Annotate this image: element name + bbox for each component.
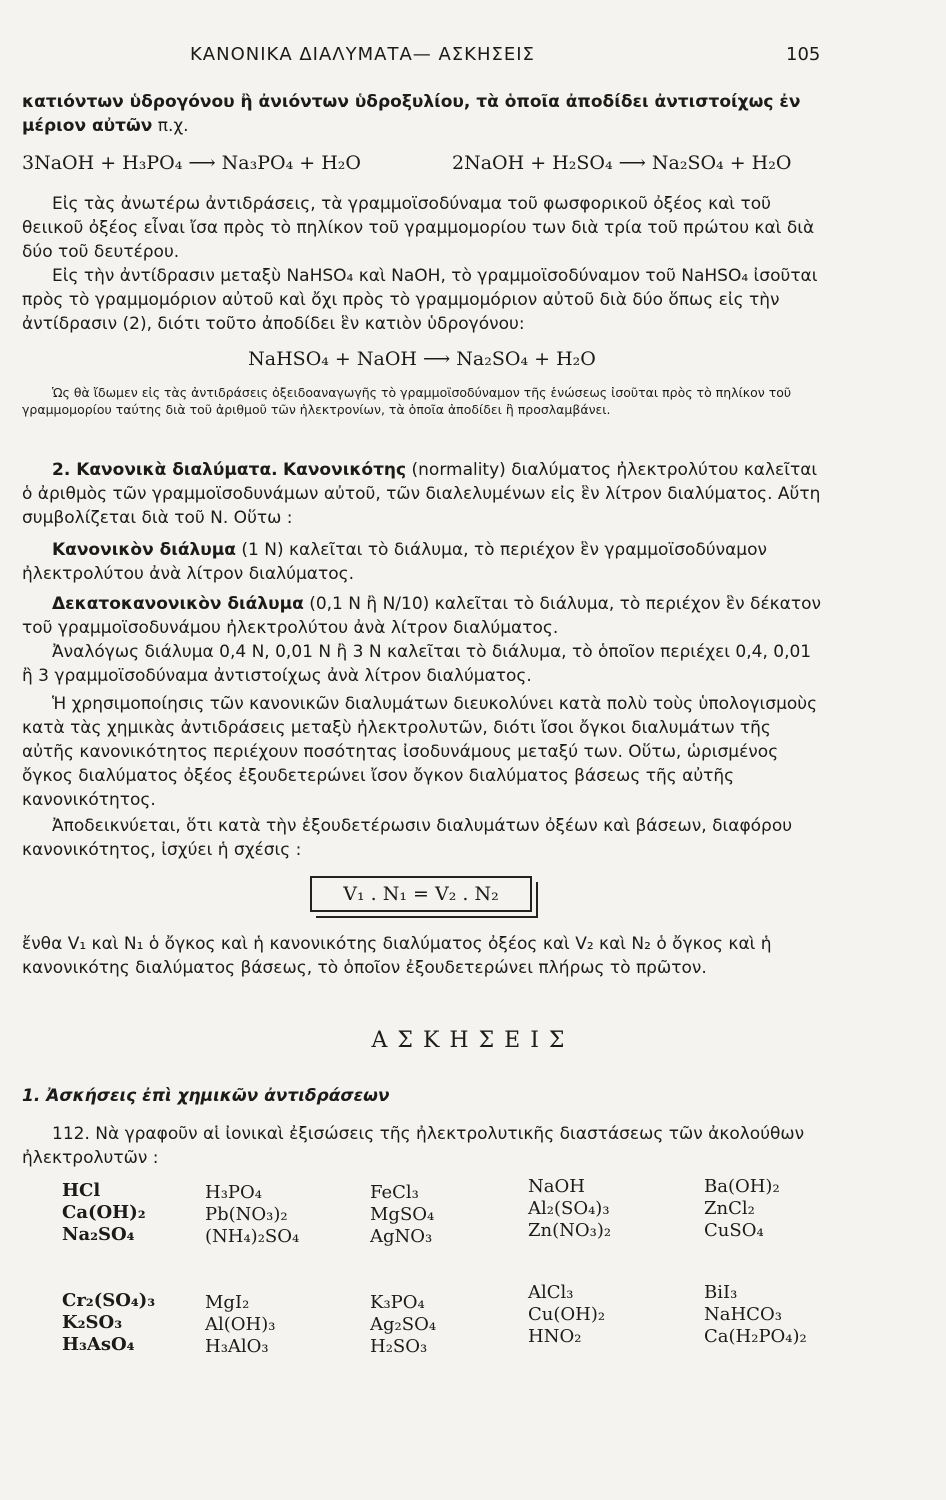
term-normal-solution: Κανονικὸν διάλυμα	[52, 540, 236, 560]
question-112	[22, 1122, 822, 1170]
exercises-subheading-text: 1. Ἀσκήσεις ἐπὶ χημικῶν ἀντιδράσεων	[22, 1086, 390, 1106]
section-normal-solutions	[22, 458, 822, 530]
chem-col-1	[62, 1180, 146, 1246]
chem-formula: AgNO₃	[370, 1226, 433, 1247]
exercises-subheading	[22, 1084, 822, 1108]
chem-formula: BiI₃	[704, 1282, 738, 1303]
intro-paragraph	[22, 90, 822, 138]
chem-formula: Ag₂SO₄	[370, 1314, 437, 1335]
chem-formula: Zn(NO₃)₂	[528, 1220, 612, 1241]
paragraph-proof-text: Ἀποδεικνύεται, ὅτι κατὰ τὴν ἐξουδετέρωσιν διαλυμάτων ὀξέων καὶ βάσεων, διαφόρου κανονικότητος, ἰσχύει ἡ σχέσις :	[22, 816, 793, 860]
chem-col-4	[528, 1176, 611, 1242]
chem-formula: K₃PO₄	[370, 1292, 425, 1313]
intro-bold-line: κατιόντων ὑδρογόνου ἢ ἀνιόντων ὑδροξυλίου, τὰ ὁποῖα ἀποδίδει ἀντιστοίχως ἐν	[22, 92, 801, 112]
chem-formula: H₃PO₄	[205, 1182, 262, 1203]
chem-formula: H₂SO₃	[370, 1336, 428, 1357]
chem-col-2	[205, 1182, 299, 1248]
footnote-redox-text: Ὡς θὰ ἴδωμεν εἰς τὰς ἀντιδράσεις ὀξειδοαναγωγῆς τὸ γραμμοϊσοδύναμον τῆς ἑνώσεως ἰσοῦται πρὸς τὸ πηλίκον τοῦ γραμμομορίου ταύτης διὰ τοῦ ἀριθμοῦ τῶν ἠλεκτρονίων, τὰ ὁποῖα ἀποδίδει ἢ προσλαμβάνει.	[22, 385, 792, 417]
paragraph-normal-solution	[22, 538, 822, 586]
chem-col-2b	[205, 1292, 275, 1358]
page-number: 105	[786, 44, 821, 65]
chem-formula: AlCl₃	[528, 1282, 574, 1303]
chem-formula: HCl	[62, 1180, 101, 1201]
chem-formula: HNO₂	[528, 1326, 582, 1347]
paragraph-nahso4-text: Εἰς τὴν ἀντίδρασιν μεταξὺ NaHSO₄ καὶ NaOH, τὸ γραμμοϊσοδύναμον τοῦ NaHSO₄ ἰσοῦται πρὸς τὸ γραμμομόριον αὐτοῦ καὶ ὄχι πρὸς τὸ γραμμομόριον αὐτοῦ διὰ δύο ὅπως εἰς τὴν ἀντίδρασιν (2), διότι τοῦτο ἀποδίδει ἓν κατιὸν ὑδρογόνου:	[22, 266, 818, 334]
formula-v1n1-v2n2: V₁ . N₁ = V₂ . N₂	[343, 883, 499, 905]
formula-box	[310, 876, 532, 912]
chem-col-1b	[62, 1290, 155, 1356]
question-112-text: 112. Νὰ γραφοῦν αἱ ἰονικαὶ ἐξισώσεις τῆς ἠλεκτρολυτικῆς διαστάσεως τῶν ἀκολούθων ἠλεκτρολυτῶν :	[22, 1124, 805, 1168]
chem-formula: (NH₄)₂SO₄	[205, 1226, 300, 1247]
chem-formula: Ca(OH)₂	[62, 1202, 146, 1223]
chem-formula: FeCl₃	[370, 1182, 419, 1203]
paragraph-analogous-text: Ἀναλόγως διάλυμα 0,4 N, 0,01 N ἢ 3 N καλεῖται τὸ διάλυμα, τὸ ὁποῖον περιέχει 0,4, 0,01 ἢ 3 γραμμοϊσοδύναμα ἀντιστοίχως ἀνὰ λίτρον διαλύματος.	[22, 642, 812, 686]
paragraph-normal-solution-text: (1 N) καλεῖται τὸ διάλυμα, τὸ περιέχον ἓν γραμμοϊσοδύναμον ἠλεκτρολύτου ἀνὰ λίτρον διαλύματος.	[22, 540, 768, 584]
paragraph-equivalents-text: Εἰς τὰς ἀνωτέρω ἀντιδράσεις, τὰ γραμμοϊσοδύναμα τοῦ φωσφορικοῦ ὀξέος καὶ τοῦ θειικοῦ ὀξέος εἶναι ἴσα πρὸς τὸ πηλίκον τοῦ γραμμομορίου των διὰ τρία τοῦ πρώτου καὶ διὰ δύο τοῦ δευτέρου.	[22, 194, 815, 262]
chem-formula: H₃AlO₃	[205, 1336, 269, 1357]
term-normality: Κανονικότης	[283, 460, 407, 480]
paragraph-nahso4	[22, 264, 822, 336]
chem-formula: Al₂(SO₄)₃	[528, 1198, 610, 1219]
paragraph-where-text: ἔνθα V₁ καὶ N₁ ὁ ὄγκος καὶ ἡ κανονικότης διαλύματος ὀξέος καὶ V₂ καὶ N₂ ὁ ὄγκος καὶ ἡ κανονικότης διαλύματος βάσεως, τὸ ὁποῖον ἐξουδετερώνει πλήρως τὸ πρῶτον.	[22, 934, 772, 978]
chem-formula: CuSO₄	[704, 1220, 764, 1241]
chem-formula: MgI₂	[205, 1292, 250, 1313]
section-normal-text: (normality) διαλύματος ἠλεκτρολύτου καλεῖται ὁ ἀριθμὸς τῶν γραμμοϊσοδυνάμων αὐτοῦ, τῶν διαλελυμένων εἰς ἓν λίτρον διαλύματος. Αὕτη συμβολίζεται διὰ τοῦ N. Οὕτω :	[22, 460, 821, 528]
paragraph-equivalents	[22, 192, 822, 264]
equation-naoh-h2so4: 2NaOH + H₂SO₄ ⟶ Na₂SO₄ + H₂O	[452, 152, 792, 174]
paragraph-proof	[22, 814, 822, 862]
equation-row-2	[22, 348, 822, 370]
running-header	[0, 44, 946, 74]
chem-col-5b	[704, 1282, 807, 1348]
chem-formula: NaHCO₃	[704, 1304, 782, 1325]
paragraph-usage-text: Ἡ χρησιμοποίησις τῶν κανονικῶν διαλυμάτων διευκολύνει κατὰ πολὺ τοὺς ὑπολογισμοὺς κατὰ τὰς χημικὰς ἀντιδράσεις μεταξὺ ἠλεκτρολυτῶν, διότι ἴσοι ὄγκοι διαλυμάτων τῆς αὐτῆς κανονικότητος περιέχουν ποσότητας ἰσοδυνάμους μεταξύ των. Οὕτω, ὡρισμένος ὄγκος διαλύματος ὀξέος ἐξουδετερώνει ἴσον ὄγκον διαλύματος βάσεως τῆς αὐτῆς κανονικότητος.	[22, 694, 818, 810]
paragraph-decinormal-text: (0,1 N ἢ N/10) καλεῖται τὸ διάλυμα, τὸ περιέχον ἓν δέκατον τοῦ γραμμοϊσοδυνάμου ἠλεκτρολύτου ἀνὰ λίτρον διαλύματος.	[22, 594, 821, 638]
chem-col-4b	[528, 1282, 605, 1348]
chem-formula: MgSO₄	[370, 1204, 435, 1225]
chem-formula: H₃AsO₄	[62, 1334, 135, 1355]
paragraph-where	[22, 932, 822, 980]
header-title: ΚΑΝΟΝΙΚΑ ΔΙΑΛΥΜΑΤΑ— ΑΣΚΗΣΕΙΣ	[190, 44, 535, 65]
footnote-redox	[22, 384, 822, 418]
chem-formula: Cu(OH)₂	[528, 1304, 606, 1325]
paragraph-analogous	[22, 640, 822, 688]
term-decinormal: Δεκατοκανονικὸν διάλυμα	[52, 594, 304, 614]
chem-formula: K₂SO₃	[62, 1312, 123, 1333]
chem-formula: Na₂SO₄	[62, 1224, 135, 1245]
intro-tail: π.χ.	[152, 116, 189, 136]
chem-formula: Pb(NO₃)₂	[205, 1204, 288, 1225]
exercises-heading: ΑΣΚΗΣΕΙΣ	[371, 1028, 575, 1053]
chem-formula: Ba(OH)₂	[704, 1176, 780, 1197]
section-title: 2. Κανονικὰ διαλύματα.	[52, 460, 278, 480]
intro-bold-word: μέριον αὐτῶν	[22, 116, 153, 136]
paragraph-decinormal	[22, 592, 822, 640]
equation-nahso4-naoh: NaHSO₄ + NaOH ⟶ Na₂SO₄ + H₂O	[248, 348, 596, 370]
paragraph-usage	[22, 692, 822, 812]
equation-naoh-h3po4: 3NaOH + H₃PO₄ ⟶ Na₃PO₄ + H₂O	[22, 152, 361, 174]
chem-col-3	[370, 1182, 434, 1248]
equation-row-1	[22, 152, 822, 182]
chem-formula: Ca(H₂PO₄)₂	[704, 1326, 807, 1347]
chem-col-3b	[370, 1292, 436, 1358]
chem-formula: Cr₂(SO₄)₃	[62, 1290, 156, 1311]
chem-formula: NaOH	[528, 1176, 585, 1197]
chem-formula: Al(OH)₃	[205, 1314, 276, 1335]
chem-col-5	[704, 1176, 780, 1242]
chem-formula: ZnCl₂	[704, 1198, 755, 1219]
